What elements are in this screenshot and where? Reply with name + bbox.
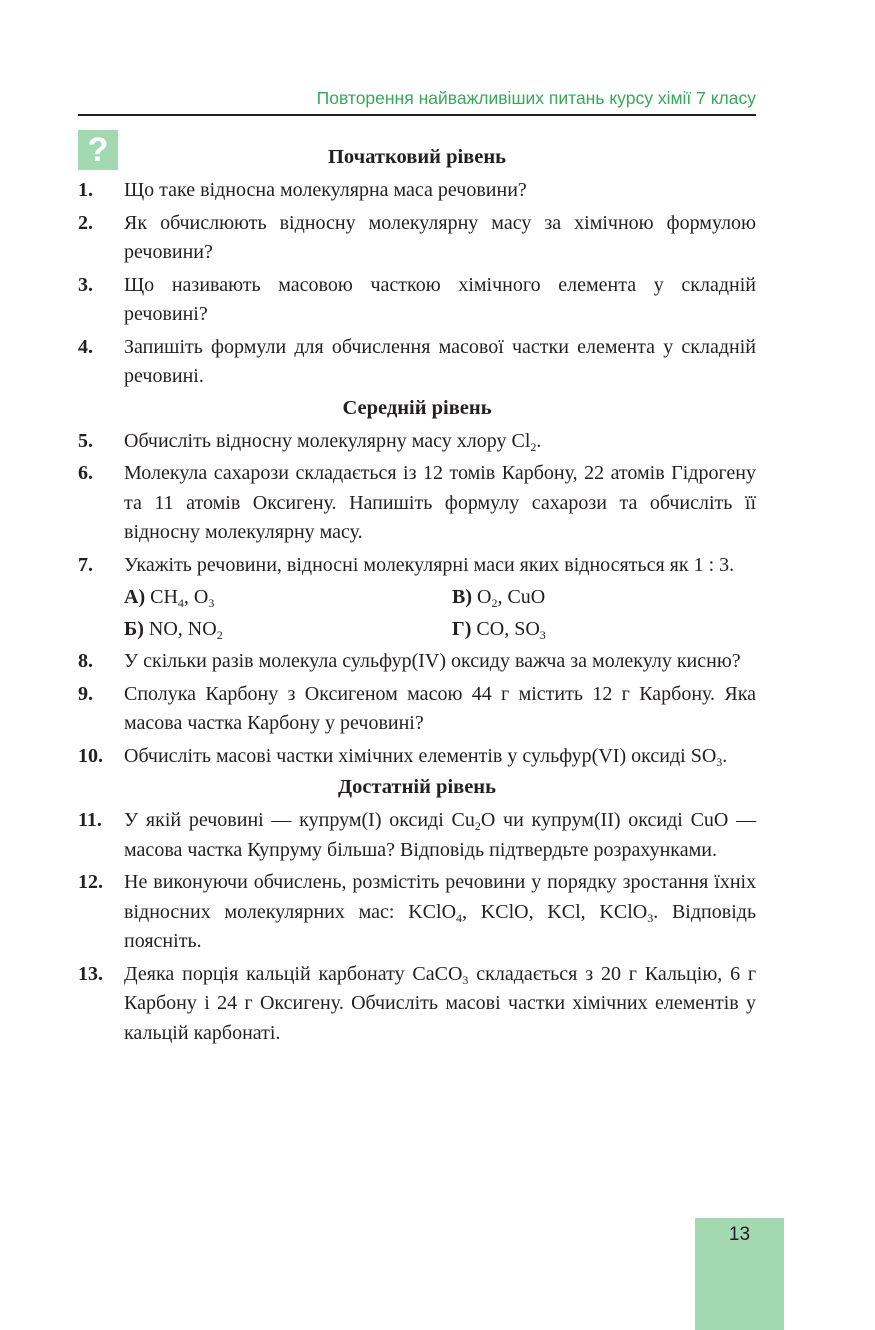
question-number: 2. — [78, 211, 93, 234]
question-number: 11. — [78, 809, 102, 831]
question-text: Як обчислюють відносну молекулярну масу за хімічною формулою речовини? — [124, 211, 756, 263]
question-number: 8. — [78, 650, 93, 672]
option-text: $CH_4$, $O_3$ — [150, 586, 215, 610]
question-item — [78, 551, 756, 581]
question-number: 10. — [78, 744, 103, 767]
question-number: 4. — [78, 335, 93, 358]
answer-option — [124, 615, 452, 645]
question-number: 5. — [78, 429, 93, 452]
question-text: Що називають масовою часткою хімічного елемента у складній речовині? — [124, 273, 756, 325]
question-item — [78, 742, 756, 772]
option-letter: Б) — [124, 617, 144, 640]
option-text: $O_2$, CuO — [477, 586, 546, 610]
page-number-box — [695, 1218, 784, 1330]
answer-option — [452, 615, 756, 645]
answer-option — [452, 583, 756, 613]
running-head-title: Повторення найважливіших питань курсу хімії 7 класу — [316, 88, 756, 108]
question-text: Укажіть речовини, відносні молекулярні маси яких відносяться як 1 : 3. — [124, 553, 735, 576]
option-text: NO, $NO_2$ — [148, 617, 223, 642]
question-text: Сполука Карбону з Оксигеном масою 44 г містить 12 г Карбону. Яка масова частка Карбону у речовині? — [124, 682, 756, 734]
questions-content — [78, 141, 756, 1048]
section-title: Середній рівень — [342, 396, 492, 419]
question-item — [78, 647, 756, 677]
answer-options — [124, 583, 756, 644]
question-text: Обчисліть відносну молекулярну масу хлору $Cl_2$. — [124, 429, 542, 454]
question-mark-glyph: ? — [87, 131, 109, 169]
question-item — [78, 680, 756, 739]
question-item — [78, 427, 756, 457]
question-item — [78, 960, 756, 1049]
question-item — [78, 209, 756, 268]
question-item — [78, 333, 756, 392]
question-number: 7. — [78, 553, 93, 576]
question-number: 12. — [78, 871, 103, 893]
question-text: Що таке відносна молекулярна маса речовини? — [124, 179, 527, 201]
section-title: Достатній рівень — [338, 776, 496, 798]
question-number: 6. — [78, 462, 93, 484]
question-text: Обчисліть масові частки хімічних елементів у сульфур(VI) оксиді $SO_3$. — [124, 744, 728, 769]
option-letter: В) — [452, 586, 472, 608]
question-number: 9. — [78, 682, 93, 705]
question-item — [78, 459, 756, 548]
question-item — [78, 806, 756, 865]
question-text: Деяка порція кальцій карбонату CaCO$_3$ складається з 20 г Кальцію, 6 г Карбону і 24 г Оксигену. Обчисліть масові частки хімічних елементів у кальцій карбонаті. — [124, 962, 757, 1044]
option-letter: А) — [124, 586, 146, 608]
option-text: CO, $SO_3$ — [476, 617, 546, 642]
question-number: 13. — [78, 962, 103, 985]
question-item — [78, 868, 756, 957]
question-text: Запишіть формули для обчислення масової частки елемента у складній речовині. — [124, 335, 756, 387]
question-item — [78, 271, 756, 330]
answer-option — [124, 583, 452, 613]
section-title: Початковий рівень — [327, 146, 507, 168]
question-text: У якій речовині — купрум(I) оксиді $Cu_2O$ чи купрум(II) оксиді CuO — масова частка Купруму більша? Відповідь підтвердьте розрахунками. — [124, 809, 757, 861]
question-text: Молекула сахарози складається із 12 томів Карбону, 22 атомів Гідрогену та 11 атомів Оксигену. Напишіть формулу сахарози та обчисліть її відносну молекулярну масу. — [124, 462, 756, 543]
question-number: 3. — [78, 273, 93, 296]
header-rule — [78, 114, 756, 116]
page-number: 13 — [728, 1224, 751, 1245]
option-letter: Г) — [452, 617, 472, 640]
question-number: 1. — [78, 179, 93, 201]
question-item — [78, 176, 756, 206]
question-text: У скільки разів молекула сульфур(IV) оксиду важча за молекулу кисню? — [124, 650, 741, 672]
question-text: Не виконуючи обчислень, розмістіть речовини у порядку зростання їхніх відносних молекулярних мас: KClO$_4$, KClO, KCl, KClO$_3$. Відповідь поясніть. — [124, 871, 757, 952]
